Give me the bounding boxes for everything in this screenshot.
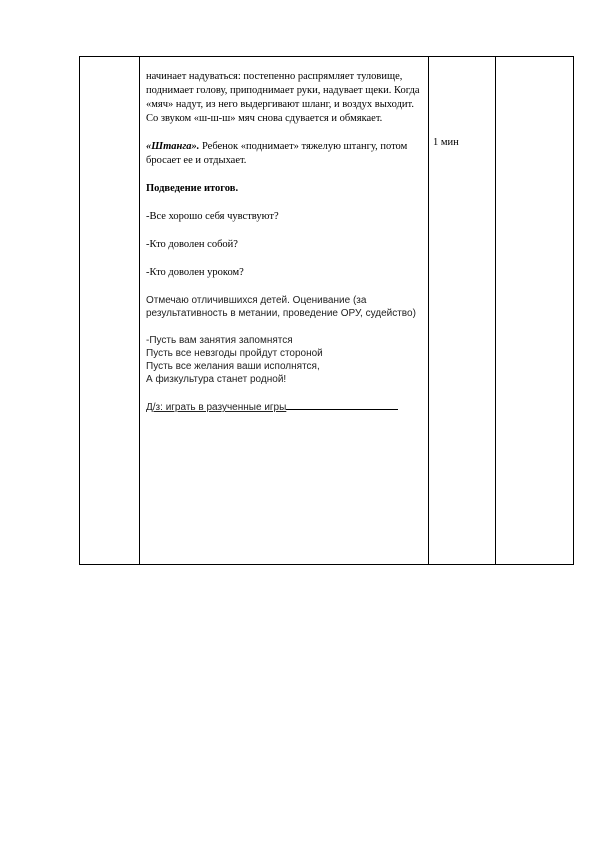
homework-fill-line: [286, 400, 398, 410]
exercise-ball-text: начинает надуваться: постепенно распрямляет туловище, поднимает голову, приподнимает руки, надувает щеки. Когда «мяч» надут, из него выдергивают шланг, и воздух выходит. Со звуком «ш-ш-ш» мяч снова сдувается и обмякает.: [146, 71, 420, 124]
stage-cell: [80, 57, 140, 565]
exercise-barbell-description: Ребенок «поднимает» тяжелую штангу, потом бросает ее и отдыхает.: [146, 141, 408, 166]
content-cell: [140, 57, 429, 565]
assessment-note: Отмечаю отличившихся детей. Оценивание (за результативность в метании, проведение ОРУ, судейство): [146, 295, 416, 319]
time-value: 1 мин: [433, 137, 459, 148]
question-lesson: -Кто доволен уроком?: [146, 267, 244, 278]
poem-line-3: Пусть все желания ваши исполнятся,: [146, 361, 320, 372]
question-feel: -Все хорошо себя чувствуют?: [146, 211, 279, 222]
question-self: -Кто доволен собой?: [146, 239, 238, 250]
exercise-barbell-title: «Штанга».: [146, 141, 200, 152]
homework-text: Д/з: играть в разученные игры: [146, 402, 287, 413]
notes-cell: [496, 57, 574, 565]
poem-line-4: А физкультура станет родной!: [146, 374, 287, 385]
poem-line-2: Пусть все невзгоды пройдут стороной: [146, 348, 323, 359]
time-cell: [429, 57, 496, 565]
poem-line-1: -Пусть вам занятия запомнятся: [146, 335, 293, 346]
lesson-plan-table: [79, 56, 574, 565]
table-row: [80, 57, 574, 565]
summary-heading: Подведение итогов.: [146, 183, 239, 194]
homework-line: [146, 400, 424, 414]
exercise-barbell-text: [146, 140, 424, 168]
